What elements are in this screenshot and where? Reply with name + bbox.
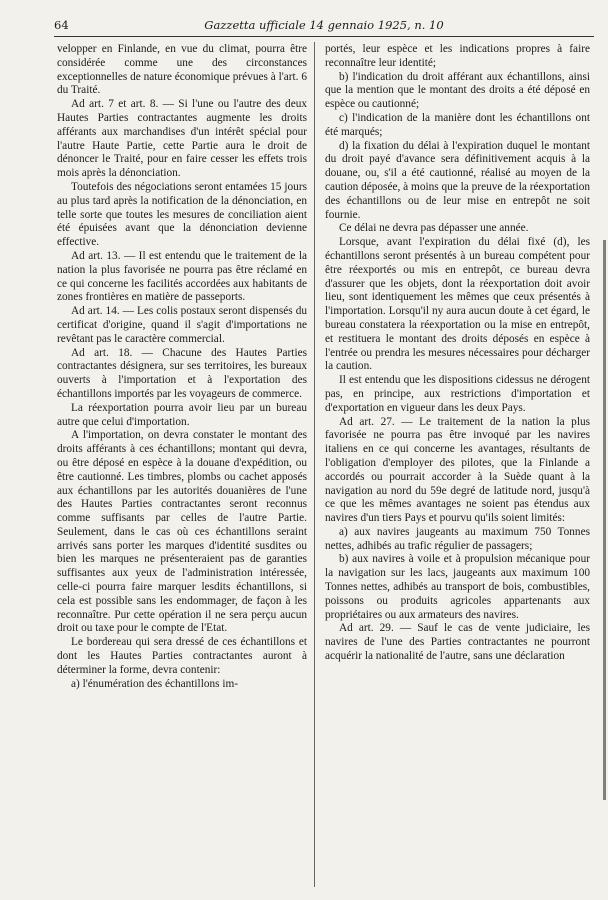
paragraph: Lorsque, avant l'expiration du délai fixé (d), les échantillons seront présentés à un bureau compétent pour être réexportés ou mis en entrepôt, ce bureau devra d'assurer que les objets, dont la réexportation doit avoir lieu, sont identiquement les mêmes que ceux présentés à l'importation. Lorsqu'il ny aura aucun doute à cet égard, le bureau constatera la réexportation ou la mise en entrepôt, et restituera le montant des droits déposés en espèce à l'entrée ou prendra les mesures nécessaires pour décharger la caution. [325, 236, 590, 373]
paragraph: Ad art. 14. — Les colis postaux seront dispensés du certificat d'origine, quand il s'agit d'importations ne revêtant pas le caractère commercial. [57, 305, 307, 345]
paragraph: portés, leur espèce et les indications propres à faire reconnaître leur identité; [325, 43, 590, 69]
right-column [325, 43, 590, 664]
paragraph: Ad art. 27. — Le traitement de la nation la plus favorisée ne pourra pas être invoqué par les navires italiens en ce qui concerne les avantages, résultants de l'obligation d'employer des pilotes, que la Finlande a accordés ou pourrait accorder à la Suède quant à la navigation au nord du 59e degré de latitude nord, jusqu'à ce que les mêmes avantages ne soient pas étendus aux navires d'un tiers Pays et pourvu qu'ils soient limités: [325, 415, 590, 525]
header-rule [54, 36, 594, 37]
paragraph: Ad art. 18. — Chacune des Hautes Parties contractantes désignera, sur ses territoires, les bureaux ouverts à l'importation et à l'exportation des échantillons importés par les voyageurs de commerce. [57, 346, 307, 400]
paragraph: Ce délai ne devra pas dépasser une année. [339, 222, 529, 235]
paragraph: d) la fixation du délai à l'expiration duquel le montant du droit payé d'avance sera définitivement acquis à la douane, ou, s'il a été cautionné, réalisé au moyen de la caution déposée, à moins que la preuve de la réexportation des échantillons ou de leur mise en entrepôt ne soit fournie. [325, 139, 590, 221]
scan-edge [603, 240, 606, 800]
column-divider [314, 42, 315, 887]
paragraph: velopper en Finlande, en vue du climat, pourra être considérée comme une des circonstances exceptionnelles de nature économique prévues à l'art. 6 du Traité. [57, 43, 307, 97]
gazette-title: Gazzetta ufficiale 14 gennaio 1925, n. 10 [204, 18, 444, 32]
paragraph: Toutefois des négociations seront entamées 15 jours au plus tard après la notification de la dénonciation, en telle sorte que toutes les mesures de conciliation aient été épuisées avant que la dénonciation devienne effective. [57, 180, 307, 249]
paragraph: La réexportation pourra avoir lieu par un bureau autre que celui d'importation. [57, 401, 307, 428]
paragraph: Le bordereau qui sera dressé de ces échantillons et dont les Hautes Parties contractantes auront à déterminer la forme, devra contenir: [57, 636, 307, 676]
paragraph: a) aux navires jaugeants au maximum 750 Tonnes nettes, adhibés au trafic régulier de passagers; [325, 525, 590, 552]
paragraph: a) l'énumération des échantillons im- [71, 677, 239, 690]
paragraph: c) l'indication de la manière dont les échantillons ont été marqués; [325, 111, 590, 138]
left-column [57, 43, 307, 691]
paragraph: Ad art. 7 et art. 8. — Si l'une ou l'autre des deux Hautes Parties contractantes augmente les droits afférants aux marchandises d'un intérêt spécial pour l'autre Haute Partie, cette Partie aura le droit de dénoncer le Traité, pour en faire cesser les effets trois mois après la dénonciation. [57, 98, 307, 180]
page-header [54, 18, 594, 34]
paragraph: A l'importation, on devra constater le montant des droits afférants à ces échantillons; montant qui devra, ou être déposé en espèce à la douane d'expédition, ou être cautionné. Les timbres, plombs ou cachet apposés aux échantillons par les autorités douanières de l'une des Hautes Parties contractantes seront reconnus comme suffisants par celles de l'autre Partie. Seulement, dans le cas où ces échantillons seraint arrivés sans porter les marques d'identité susdites ou bien les marques ne présenteraient pas de garanties suffisantes aux yeux de l'administration intéressée, celle-ci pourra faire marquer lesdits échantillons, si cela est possible sans les endommager, de façon à les reconnaître. Pur cette opération il ne sera perçu aucun droit ou taxe pour le compte de l'Etat. [57, 429, 307, 635]
paragraph: b) l'indication du droit afférant aux échantillons, ainsi que la mention que le montant des droits a été déposé en espèce ou cautionné; [325, 70, 590, 111]
paragraph: Ad art. 29. — Sauf le cas de vente judiciaire, les navires de l'une des Parties contractantes ne pourront acquérir la nationalité de l'autre, sans une déclaration [325, 622, 590, 663]
paragraph: Ad art. 13. — Il est entendu que le traitement de la nation la plus favorisée ne pourra pas être réclamé en ce qui concerne les facilités accordées aux habitants de zones frontières en matière de passeports. [57, 249, 307, 304]
paragraph: b) aux navires à voile et à propulsion mécanique pour la navigation sur les lacs, jaugeants aux maximum 100 Tonnes nettes, adhibés au transport de bois, combustibles, poissons ou produits agricoles appartenants aux propriétaires ou aux armateurs des navires. [325, 553, 590, 621]
paragraph: Il est entendu que les dispositions cidessus ne dérogent pas, en principe, aux restrictions d'importation et d'exportation en vigueur dans les deux Pays. [325, 374, 590, 414]
page-number: 64 [54, 18, 69, 32]
